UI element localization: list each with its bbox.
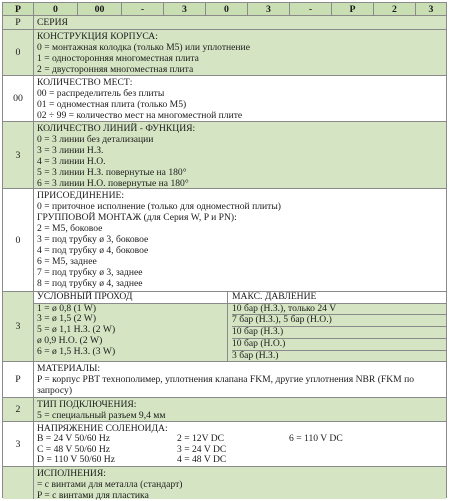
section-flow — [3, 292, 446, 362]
option-line: 6 = M5, заднее — [37, 256, 97, 267]
option-line: 6 = 110 V DC — [289, 433, 343, 444]
column-title: МАКС. ДАВЛЕНИЕ — [228, 292, 446, 304]
section-content — [34, 122, 446, 188]
section-code: P — [3, 16, 34, 29]
section-code: P — [3, 362, 34, 397]
section-title: КОНСТРУКЦИЯ КОРПУСА: — [37, 31, 158, 42]
section-voltage — [3, 422, 446, 467]
section-versions — [3, 467, 446, 499]
flow-pressure-column — [227, 292, 446, 361]
section-connection — [3, 189, 446, 292]
section-functions — [3, 122, 446, 189]
ordering-code-sheet — [2, 2, 447, 501]
column-title: УСЛОВНЫЙ ПРОХОД — [34, 292, 227, 304]
code-cell: 0 — [34, 3, 78, 15]
option-line: 7 бар (Н.З.), 5 бар (Н.О.) — [232, 315, 446, 327]
option-line: 00 = распределитель без плиты — [37, 88, 165, 99]
option-line: 5 = специальный разъем 9,4 мм — [37, 410, 166, 421]
option-line: 4 = 48 V DC — [177, 454, 227, 466]
option-line: 3 = 24 V DC — [177, 443, 227, 455]
option-line: 8 = под трубку ø 4, заднее — [37, 278, 143, 289]
section-title: КОЛИЧЕСТВО МЕСТ: — [37, 77, 133, 88]
code-cell: - — [290, 3, 332, 15]
option-line: 0 = монтажная колодка (только M5) или уплотнение — [37, 42, 250, 53]
section-content — [34, 30, 446, 75]
option-line: 3 = под трубку ø 3, боковое — [37, 234, 149, 245]
option-line: 5 = ø 1,1 Н.З. (2 W) — [37, 324, 116, 336]
section-content — [34, 16, 446, 29]
option-line: 10 бар (Н.З.) — [232, 327, 446, 339]
option-line: 4 = 3 линии Н.О. — [37, 156, 106, 167]
section-code: 2 — [3, 398, 34, 421]
section-code: 3 — [3, 422, 34, 466]
option-line — [289, 455, 429, 466]
section-code: 3 — [3, 292, 34, 361]
option-line: 3 бар (Н.З.) — [232, 349, 279, 361]
option-line: 0 = приточное исполнение (только для одноместной плиты) — [37, 201, 281, 212]
option-line — [289, 445, 429, 456]
code-cell: 2 — [374, 3, 416, 15]
section-title: ТИП ПОДКЛЮЧЕНИЯ: — [37, 399, 137, 410]
section-content — [34, 398, 446, 421]
option-line: ø 0,9 Н.О. (2 W) — [37, 334, 103, 346]
option-line: B = 24 V 50/60 Hz — [37, 433, 111, 444]
option-line: 01 = одноместная плита (только M5) — [37, 99, 187, 110]
option-line: 3 = ø 1,5 (2 W) — [37, 313, 97, 325]
code-cell: 3 — [248, 3, 290, 15]
option-line: 6 = ø 1,5 Н.З. (3 W) — [37, 345, 116, 357]
section-code: 0 — [3, 30, 34, 75]
section-body-construction — [3, 30, 446, 76]
section-code: 00 — [3, 76, 34, 121]
section-content — [34, 467, 446, 499]
option-line: 10 бар (Н.З.), только 24 V — [232, 304, 446, 316]
section-code: 3 — [3, 122, 34, 188]
option-line: P = с винтами для пластика — [37, 490, 149, 501]
section-code: 0 — [3, 189, 34, 291]
materials-text: P = корпус PBT технополимер, уплотнения клапана FKM, другие уплотнения NBR (FKM по запросу) — [37, 374, 415, 396]
section-materials — [3, 362, 446, 398]
section-content — [34, 189, 446, 291]
voltage-grid — [37, 434, 446, 466]
option-line: 0 = 3 линии без детализации — [37, 134, 154, 145]
code-cell: 3 — [428, 3, 434, 15]
option-line: 3 = 3 линии Н.З. — [37, 145, 104, 156]
option-line: 4 = под трубку ø 4, боковое — [37, 245, 149, 256]
section-content — [34, 422, 446, 466]
option-line: 2 = M5, боковое — [37, 223, 103, 234]
option-line: 6 = 3 линии Н.О. повернутые на 180° — [37, 178, 189, 189]
ordering-code-row — [3, 3, 446, 16]
code-cell: 00 — [78, 3, 122, 15]
section-connector — [3, 398, 446, 422]
option-line: C = 48 V 50/60 Hz — [37, 443, 111, 455]
section-series — [3, 16, 446, 30]
section-content — [34, 292, 446, 361]
section-title: МАТЕРИАЛЫ: — [37, 363, 101, 374]
code-cell: P — [3, 3, 34, 15]
section-title: НАПРЯЖЕНИЕ СОЛЕНОИДА: — [37, 423, 168, 434]
section-positions — [3, 76, 446, 122]
section-content — [34, 76, 446, 121]
section-title: ИСПОЛНЕНИЯ: — [37, 468, 106, 479]
code-cell: 3 — [164, 3, 206, 15]
code-cell: P — [332, 3, 374, 15]
option-line: 7 = под трубку ø 3, заднее — [37, 267, 143, 278]
section-code — [3, 467, 34, 499]
section-subtitle: ГРУППОВОЙ МОНТАЖ (для Серия W, P и PN): — [37, 212, 237, 223]
code-cell: - — [122, 3, 164, 15]
option-line: D = 110 V 50/60 Hz — [37, 454, 115, 466]
option-line: 02 ÷ 99 = количество мест на многоместной плите — [37, 110, 243, 121]
option-line: 2 = 12V DC — [177, 433, 225, 444]
section-title: СЕРИЯ — [37, 17, 68, 28]
option-line: 1 = ø 0,8 (1 W) — [37, 302, 97, 314]
option-line: 2 = двусторонняя многоместная плита — [37, 64, 194, 75]
section-content — [34, 362, 446, 397]
section-title: КОЛИЧЕСТВО ЛИНИЙ - ФУНКЦИЯ: — [37, 123, 196, 134]
section-title: ПРИСОЕДИНЕНИЕ: — [37, 190, 125, 201]
option-line: 1 = односторонняя многоместная плита — [37, 53, 199, 64]
code-cell: 0 — [206, 3, 248, 15]
option-line: 10 бар (Н.О.) — [232, 339, 446, 351]
option-line: = с винтами для металла (стандарт) — [37, 479, 183, 490]
option-line: 5 = 3 линии Н.З. повернутые на 180° — [37, 167, 187, 178]
flow-size-column — [34, 292, 227, 361]
